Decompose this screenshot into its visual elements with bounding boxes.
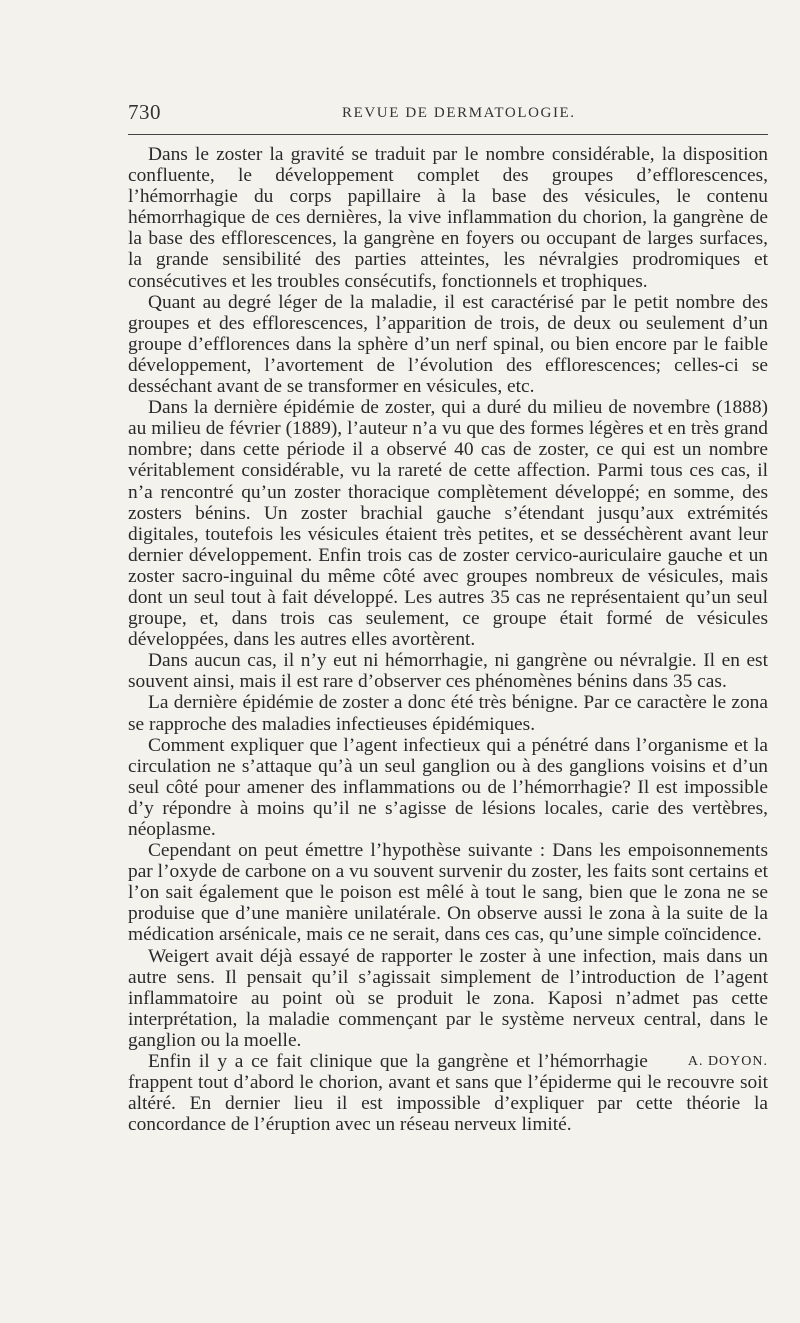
paragraph: Comment expliquer que l’agent infectieux qui a pénétré dans l’organisme et la circulation ne s’attaque qu’à un seul ganglion ou à des ganglions voisins et d’un seul côté pour amener des inflammations ou de l’hémorrhagie? Il est impossible d’y répondre à moins qu’il ne s’agisse de lésions locales, carie des vertèbres, néoplasme. (128, 734, 768, 840)
running-title: REVUE DE DERMATOLOGIE. (342, 105, 576, 121)
page-number: 730 (128, 100, 161, 124)
paragraph: Weigert avait déjà essayé de rapporter le zoster à une infection, mais dans un autre sens. Il pensait qu’il s’agissait simplement de l’introduction de l’agent inflammatoire au point où se produit le zona. Kaposi n’admet pas cette interprétation, la maladie commençant par le système nerveux central, dans le ganglion ou la moelle. (128, 945, 768, 1051)
paragraph: Dans la dernière épidémie de zoster, qui a duré du milieu de novembre (1888) au milieu de février (1889), l’auteur n’a vu que des formes légères et en très grand nombre; dans cette période il a observé 40 cas de zoster, ce qui est un nombre véritablement considérable, vu la rareté de cette affection. Parmi tous ces cas, il n’a rencontré qu’un zoster thoracique complètement développé; en somme, des zosters bénins. Un zoster brachial gauche s’étendant jusqu’aux extrémités digitales, toutefois les vésicules étaient très petites, et se desséchèrent avant leur dernier développement. Enfin trois cas de zoster cervico-auriculaire gauche et un zoster sacro-inguinal du même côté avec groupes nombreux de vésicules, mais dont un seul tout à fait développé. Les autres 35 cas ne représentaient qu’un seul groupe, et, dans trois cas seulement, ce groupe était formé de vésicules développées, dans les autres elles avortèrent. (128, 397, 768, 651)
header-rule (128, 134, 768, 135)
paragraph: La dernière épidémie de zoster a donc été très bénigne. Par ce caractère le zona se rapproche des maladies infectieuses épidémiques. (128, 692, 768, 735)
last-paragraph (128, 1051, 768, 1135)
paragraph: Dans le zoster la gravité se traduit par le nombre considérable, la disposition confluente, le développement complet des groupes d’efflorescences, l’hémorrhagie du corps papillaire à la base des vésicules, le contenu hémorrhagique de ces dernières, la vive inflammation du chorion, la gangrène de la base des efflorescences, la gangrène en foyers ou occupant de larges surfaces, la grande sensibilité des parties atteintes, les névralgies prodromiques et consécutives et les troubles consécutifs, fonctionnels et trophiques. (128, 144, 768, 292)
author-signature: A. DOYON. (687, 1054, 768, 1070)
paragraph: Cependant on peut émettre l’hypothèse suivante : Dans les empoisonnements par l’oxyde de carbone on a vu souvent survenir du zoster, les faits sont certains et l’on sait également que le poison est mêlé à tout le sang, bien que le zona ne se produise que d’une manière unilatérale. On observe aussi le zona à la suite de la médication arsénicale, mais ce ne serait, dans ces cas, qu’une simple coïncidence. (128, 840, 768, 946)
paragraph: Quant au degré léger de la maladie, il est caractérisé par le petit nombre des groupes et des efflorescences, l’apparition de trois, de deux ou seulement d’un groupe d’efflorences dans la sphère d’un nerf spinal, ou bien encore par le faible développement, l’avortement de l’évolution des efflorescences; celles-ci se desséchant avant de se transformer en vésicules, etc. (128, 291, 768, 398)
article-body (128, 144, 768, 1135)
paragraph: Dans aucun cas, il n’y eut ni hémorrhagie, ni gangrène ou névralgie. Il en est souvent ainsi, mais il est rare d’observer ces phénomènes bénins dans 35 cas. (128, 650, 768, 693)
page-header (128, 100, 768, 130)
paragraph-text: Enfin il y a ce fait clinique que la gangrène et l’hémorrhagie frappent tout d’abord le chorion, avant et sans que l’épiderme qui le recouvre soit altéré. En dernier lieu il est impossible d’expliquer par cette théorie la concordance de l’éruption avec un réseau nerveux limité. (128, 1051, 768, 1136)
